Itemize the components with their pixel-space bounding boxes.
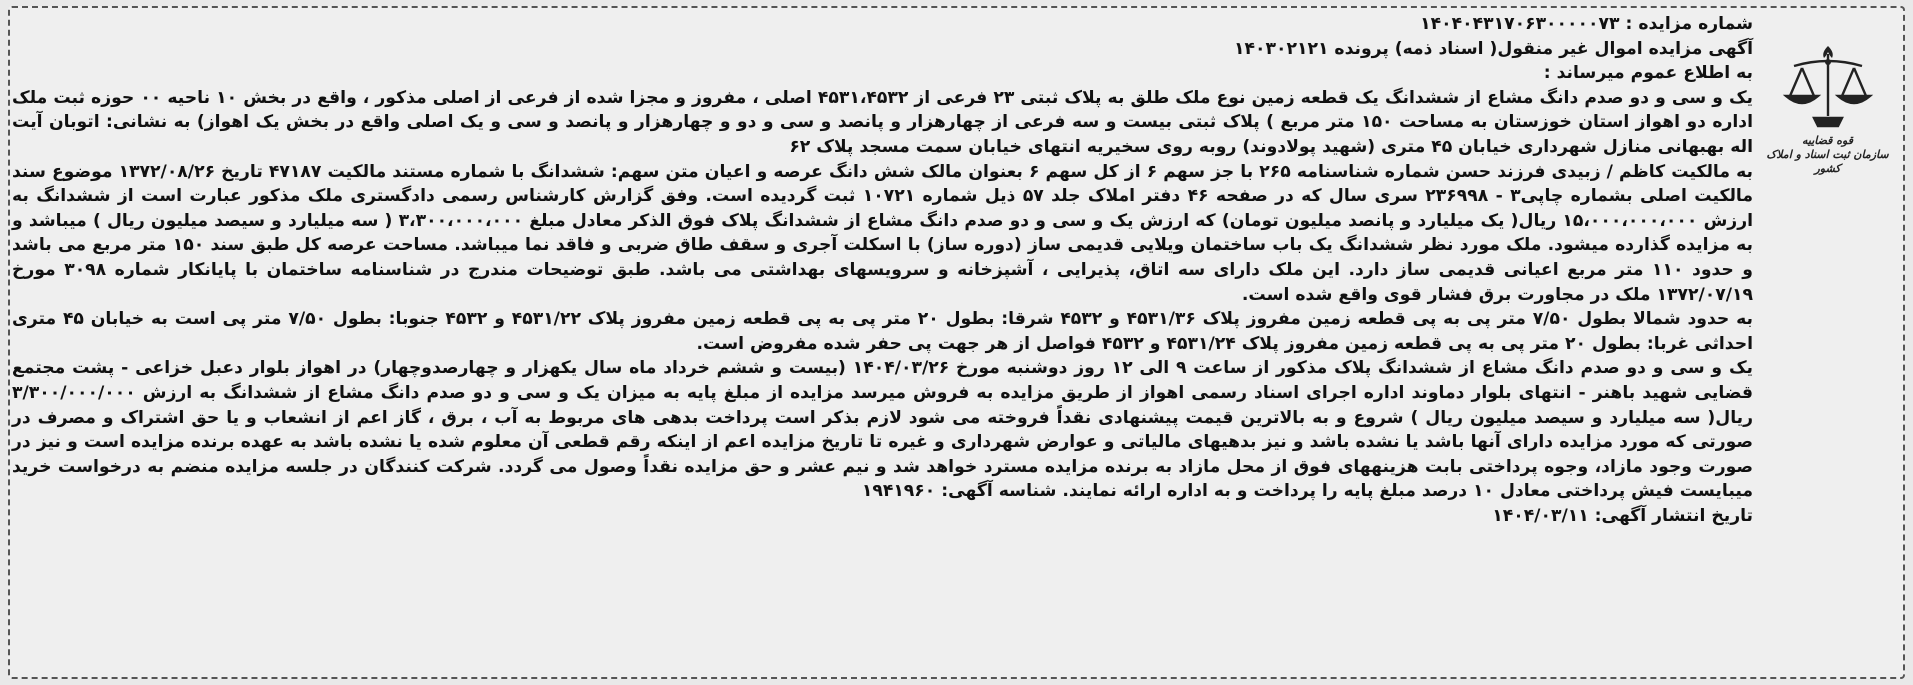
notice-body (12, 12, 1753, 675)
scales-of-justice-icon (1780, 44, 1876, 134)
ownership-appraisal-paragraph: به مالکیت کاظم / زبیدی فرزند حسن شماره شناسنامه ۲۶۵ با جز سهم ۶ از کل سهم ۶ بعنوان مالک شش دانگ عرصه و اعیان متن سهم: ششدانگ با شماره مستند مالکیت ۴۷۱۸۷ تاریخ ۱۳۷۲/۰۸/۲۶ موضوع سند مالکیت اصلی بشماره چاپی۳ - ۲۳۶۹۹۸ سری سال که در صفحه ۴۶ دفتر املاک جلد ۵۷ ذیل شماره ۱۰۷۲۱ ثبت گردیده است. وفق گزارش کارشناس رسمی دادگستری ملک مذکور عبارت است از ششدانگ به ارزش ۱۵،۰۰۰،۰۰۰،۰۰۰ ریال( یک میلیارد و پانصد میلیون تومان) که ارزش یک و سی و دو صدم دانگ مشاع از ششدانگ پلاک فوق الذکر معادل مبلغ ۳،۳۰۰،۰۰۰،۰۰۰ ( سه میلیارد و سیصد میلیون ریال ) میباشد و به مزایده گذارده میشود. ملک مورد نظر ششدانگ یک باب ساختمان ویلایی قدیمی ساز (دوره ساز) با اسکلت آجری و سقف طاق ضربی و فاقد نما میباشد. مساحت عرصه کل طبق سند ۱۵۰ متر مربع می باشد و حدود ۱۱۰ متر مربع اعیانی قدیمی ساز دارد. این ملک دارای سه اتاق، پذیرایی ، آشپزخانه و سرویسهای بهداشتی می باشد. طبق توضیحات مندرج در شناسنامه ساختمان با پایانکار شماره ۳۰۹۸ مورخ ۱۳۷۲/۰۷/۱۹ ملک در مجاورت برق فشار قوی واقع شده است. (12, 161, 1754, 305)
judiciary-emblem (1760, 44, 1895, 194)
notice-title: آگهی مزایده اموال غیر منقول( اسناد ذمه) پرونده ۱۴۰۳۰۲۱۲۱ (1234, 38, 1753, 59)
emblem-caption-registry-org: سازمان ثبت اسناد و املاک کشور (1766, 148, 1889, 175)
publish-date: تاریخ انتشار آگهی: ۱۴۰۴/۰۳/۱۱ (1492, 505, 1753, 526)
boundaries-paragraph: به حدود شمالا بطول ۷/۵۰ متر پی به پی قطعه زمین مفروز پلاک ۴۵۳۱/۳۶ و ۴۵۳۲ شرقا: بطول ۲۰ متر پی به پی قطعه زمین مفروز پلاک ۴۵۳۱/۲۲ و ۴۵۳۲ جنوبا: بطول ۷/۵۰ متر پی است به خیابان ۴۵ متری احداثی غربا: بطول ۲۰ متر پی به پی قطعه زمین مفروز پلاک ۴۵۳۱/۲۴ و ۴۵۳۲ فواصل از هر جهت پی حفر شده مفروض است. (12, 309, 1753, 354)
emblem-caption-judiciary: قوه قضاییه (1802, 134, 1853, 147)
auction-terms-paragraph: یک و سی و دو صدم دانگ مشاع از ششدانگ پلاک مذکور از ساعت ۹ الی ۱۲ روز دوشنبه مورخ ۱۴۰۴/۰۳/۲۶ (بیست و ششم خرداد ماه سال یکهزار و چهارصدوچهار) در اهواز بلوار دعبل خزاعی - پشت مجتمع قضایی شهید باهنر - انتهای بلوار دماوند اداره اجرای اسناد رسمی اهواز از طریق مزایده به فروش میرسد مزایده از مبلغ پایه به میزان یک و سی و دو صدم دانگ مشاع از ششدانگ به ارزش ۳/۳۰۰/۰۰۰/۰۰۰ ریال( سه میلیارد و سیصد میلیون ریال ) شروع و به بالاترین قیمت پیشنهادی نقداً فروخته می شود لازم بذکر است پرداخت بدهی های مربوط به آب ، برق ، گاز اعم از انشعاب و یا حق اشتراک و مصرف در صورتی که مورد مزایده دارای آنها باشد یا نشده باشد و نیز بدهیهای مالیاتی و عوارض شهرداری و غیره تا تاریخ مزایده اعم از اینکه رقم قطعی آن معلوم شده یا نشده باشد به عهده برنده مزایده است و نیز در صورت وجود مازاد، وجوه پرداختی بابت هزینههای فوق از محل مازاد به برنده مزایده مسترد خواهد شد و نیم عشر و حق مزایده نقداً وصول می گردد. شرکت کنندگان در جلسه مزایده منضم به درخواست خرید میبایست فیش پرداختی معادل ۱۰ درصد مبلغ پایه را پرداخت و به اداره ارائه نمایند. شناسه آگهی: ۱۹۴۱۹۶۰ (12, 358, 1754, 502)
auction-number: شماره مزایده : ۱۴۰۴۰۴۳۱۷۰۶۳۰۰۰۰۰۷۳ (1420, 14, 1753, 34)
property-description-paragraph: یک و سی و دو صدم دانگ مشاع از ششدانگ یک قطعه زمین نوع ملک طلق به پلاک ثبتی ۲۳ فرعی از ۴۵۳۱،۴۵۳۲ اصلی ، مفروز و مجزا شده از فرعی از اصلی مذکور ، واقع در بخش ۱۰ ناحیه ۰۰ حوزه ثبت ملک اداره دو اهواز استان خوزستان به مساحت ۱۵۰ متر مربع ) پلاک ثبتی بیست و سه فرعی از چهارهزار و پانصد و سی و دو و چهارهزار و پانصد و سی و یک اصلی واقع در بخش یک اهواز) به نشانی: اتوبان آیت اله بهبهانی منازل شهرداری خیابان ۴۵ متری (شهید پولادوند) روبه روی سخیریه انتهای خیابان سمت مسجد پلاک ۶۲ (12, 87, 1753, 157)
notice-greeting: به اطلاع عموم میرساند : (1543, 63, 1753, 84)
